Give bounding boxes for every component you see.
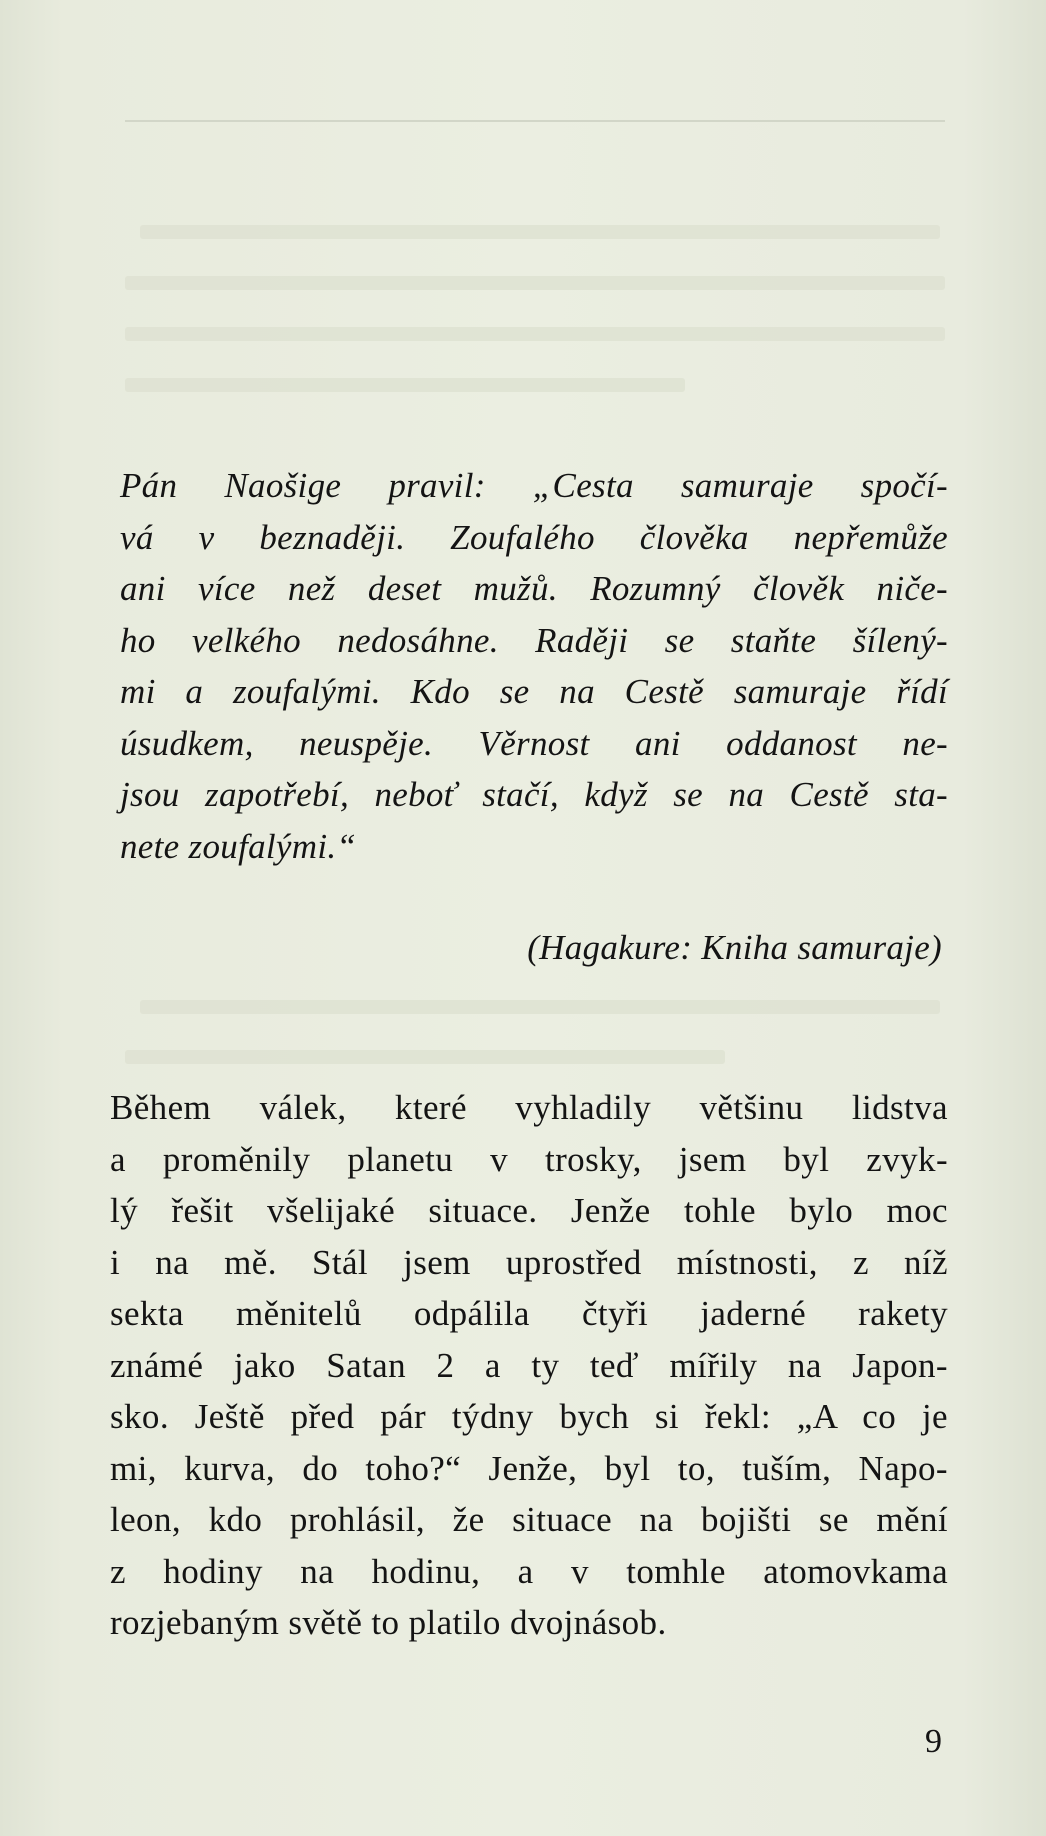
epigraph-line: vá v beznaději. Zoufalého člověka nepřemůže — [120, 517, 948, 557]
body-line: a proměnily planetu v trosky, jsem byl zvyk- — [110, 1139, 948, 1179]
epigraph-source: (Hagakure: Kniha samuraje) — [527, 928, 942, 967]
body-line: Během válek, které vyhladily většinu lidstva — [110, 1088, 948, 1127]
body-line: známé jako Satan 2 a ty teď mířily na Japon- — [110, 1345, 948, 1385]
epigraph-line: úsudkem, neuspěje. Věrnost ani oddanost ne- — [120, 723, 948, 763]
body-line: sekta měnitelů odpálila čtyři jaderné rakety — [110, 1294, 948, 1333]
bleed-through-line — [125, 1050, 725, 1064]
page-number: 9 — [925, 1723, 942, 1760]
epigraph-line: ho velkého nedosáhne. Raději se staňte šílený- — [120, 620, 948, 660]
body-line: sko. Ještě před pár týdny bych si řekl: „A co je — [110, 1397, 948, 1436]
body-line: z hodiny na hodinu, a v tomhle atomovkama — [110, 1551, 948, 1591]
body-paragraph — [110, 1082, 948, 1649]
epigraph-line: jsou zapotřebí, neboť stačí, když se na Cestě sta- — [120, 775, 948, 814]
bleed-through-line — [125, 378, 685, 392]
bleed-through-line — [125, 276, 945, 290]
epigraph-quote — [120, 460, 948, 872]
epigraph-line: mi a zoufalými. Kdo se na Cestě samuraje řídí — [120, 672, 948, 711]
body-line: mi, kurva, do toho?“ Jenže, byl to, tuším, Napo- — [110, 1448, 948, 1488]
bleed-through-line — [140, 1000, 940, 1014]
body-line: leon, kdo prohlásil, že situace na bojišti se mění — [110, 1500, 948, 1539]
bleed-through-line — [125, 327, 945, 341]
bleed-through-rule — [125, 120, 945, 122]
body-line: i na mě. Stál jsem uprostřed místnosti, z níž — [110, 1242, 948, 1282]
bleed-through-line — [140, 225, 940, 239]
body-line: lý řešit všelijaké situace. Jenže tohle bylo moc — [110, 1191, 948, 1230]
body-line: rozjebaným světě to platilo dvojnásob. — [110, 1603, 667, 1642]
epigraph-line: Pán Naošige pravil: „Cesta samuraje spočí- — [120, 466, 948, 505]
epigraph-line: ani více než deset mužů. Rozumný člověk niče- — [120, 569, 948, 608]
epigraph-line: nete zoufalými.“ — [120, 826, 357, 866]
